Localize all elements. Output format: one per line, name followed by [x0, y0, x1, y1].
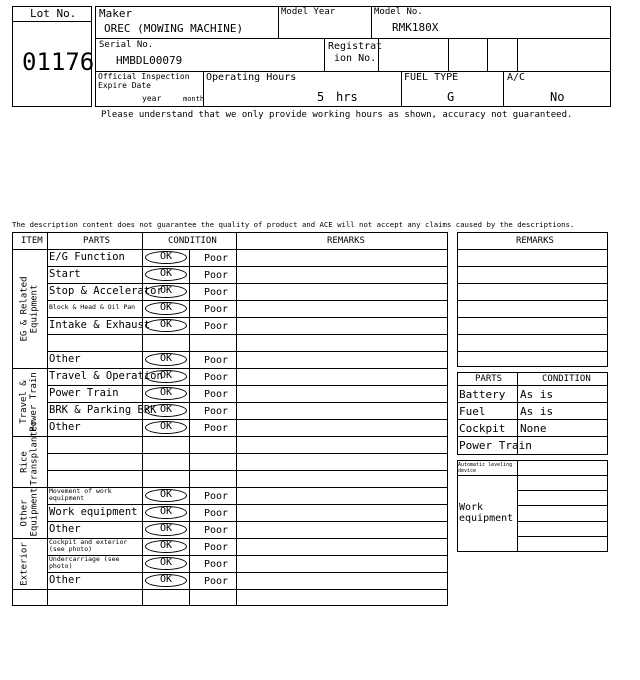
table-row [47, 521, 448, 538]
auto-level-label: Automatic leveling device [458, 462, 513, 474]
poor-label: Poor [204, 525, 229, 536]
poor-label: Poor [204, 389, 229, 400]
poor-label: Poor [204, 304, 229, 315]
item-group-label: Other Equipment [19, 487, 39, 536]
poor-label: Poor [204, 576, 229, 587]
col-parts: PARTS [83, 236, 111, 246]
ok-circle: OK [145, 523, 187, 536]
fuel-type-label: FUEL TYPE [404, 72, 459, 83]
part-label: Stop & Accelerator [49, 285, 163, 297]
lot-no-label: Lot No. [30, 7, 77, 20]
part-label: Other [49, 353, 81, 365]
hours-unit: hrs [336, 90, 358, 104]
poor-label: Poor [204, 372, 229, 383]
month-label: month [183, 95, 205, 103]
ok-circle: OK [145, 251, 187, 264]
description-disclaimer: The description content does not guarantee the quality of product and ACE will not accept any claims caused by the descriptions. [12, 220, 575, 229]
part-label: Intake & Exhaust [49, 319, 151, 331]
part-label: Other [49, 574, 81, 586]
poor-label: Poor [204, 423, 229, 434]
ok-circle: OK [145, 353, 187, 366]
inspection-label: Official Inspection [98, 72, 190, 81]
ac-value: No [550, 90, 565, 104]
maker-label: Maker [99, 7, 133, 20]
condition-fuel: As is [520, 405, 554, 418]
registration-label-line2: ion No. [334, 53, 377, 64]
registration-label: Registrat [328, 41, 383, 52]
poor-label: Poor [204, 270, 229, 281]
table-row [47, 572, 448, 589]
table-row [47, 266, 448, 283]
ok-circle: OK [145, 285, 187, 298]
table-row [47, 436, 448, 453]
ok-circle: OK [145, 404, 187, 417]
col-remarks: REMARKS [327, 236, 365, 246]
model-no-value: RMK180X [392, 21, 439, 34]
item-group-label: Exterior [19, 541, 29, 586]
work-equipment-label-line2: equipment [459, 513, 514, 524]
ok-circle: OK [145, 489, 187, 502]
ac-label: A/C [507, 72, 526, 83]
parts-row-power-train: Power Train [459, 439, 532, 452]
part-label: Work equipment [49, 506, 138, 518]
table-row [47, 334, 448, 351]
part-label: Power Train [49, 387, 119, 399]
poor-label: Poor [204, 287, 229, 298]
poor-label: Poor [204, 321, 229, 332]
col-condition: CONDITION [168, 236, 217, 246]
poor-label: Poor [204, 406, 229, 417]
table-row [47, 470, 448, 487]
poor-label: Poor [204, 559, 229, 570]
ok-circle: OK [145, 506, 187, 519]
ok-circle: OK [145, 421, 187, 434]
ok-circle: OK [145, 268, 187, 281]
item-group-label: Travel & Power Train [19, 372, 39, 432]
ok-circle: OK [145, 319, 187, 332]
part-label: Movement of work equipment [49, 487, 112, 502]
ok-circle: OK [145, 540, 187, 553]
part-label: Undercarriage (see photo) [49, 555, 120, 570]
parts-col-label: PARTS [475, 374, 503, 384]
parts-row-battery: Battery [459, 388, 506, 401]
work-equipment-label: Work [459, 502, 484, 513]
hours-disclaimer: Please understand that we only provide working hours as shown, accuracy not guaranteed. [101, 110, 573, 120]
table-row [47, 419, 448, 436]
ok-circle: OK [145, 557, 187, 570]
poor-label: Poor [204, 542, 229, 553]
model-no-label: Model No. [374, 7, 423, 17]
part-label: Other [49, 523, 81, 535]
serial-no-label: Serial No. [99, 40, 154, 50]
condition-col-label: CONDITION [542, 374, 591, 384]
model-year-label: Model Year [281, 7, 336, 17]
poor-label: Poor [204, 253, 229, 264]
part-label: Start [49, 268, 81, 280]
inspection-label-line2: Expire Date [98, 81, 151, 90]
part-label: Other [49, 421, 81, 433]
maker-value: OREC (MOWING MACHINE) [104, 22, 244, 35]
condition-battery: As is [520, 388, 554, 401]
part-label: Cockpit and exterior (see photo) [49, 538, 128, 553]
part-label: Block & Head & Oil Pan [49, 303, 136, 311]
fuel-type-value: G [447, 90, 455, 104]
table-row [47, 351, 448, 368]
part-label: E/G Function [49, 251, 125, 263]
item-group-label: Rice Transplanter [19, 419, 39, 485]
year-label: year [142, 94, 162, 103]
poor-label: Poor [204, 491, 229, 502]
ok-circle: OK [145, 302, 187, 315]
hours-value: 5 [317, 90, 325, 104]
hours-label: Operating Hours [206, 72, 297, 83]
part-label: BRK & Parking BRK [49, 404, 157, 416]
ok-circle: OK [145, 370, 187, 383]
item-group-label: EG & Related Equipment [19, 275, 39, 342]
parts-row-cockpit: Cockpit [459, 422, 506, 435]
remarks-header: REMARKS [516, 236, 554, 246]
part-label: Travel & Operation [49, 370, 163, 382]
condition-cockpit: None [520, 422, 547, 435]
ok-circle: OK [145, 387, 187, 400]
ok-circle: OK [145, 574, 187, 587]
poor-label: Poor [204, 508, 229, 519]
lot-no-value: 01176 [22, 48, 95, 76]
col-item: ITEM [21, 236, 43, 246]
serial-no-value: HMBDL00079 [116, 54, 183, 67]
table-row [47, 453, 448, 470]
poor-label: Poor [204, 355, 229, 366]
parts-row-fuel: Fuel [459, 405, 486, 418]
